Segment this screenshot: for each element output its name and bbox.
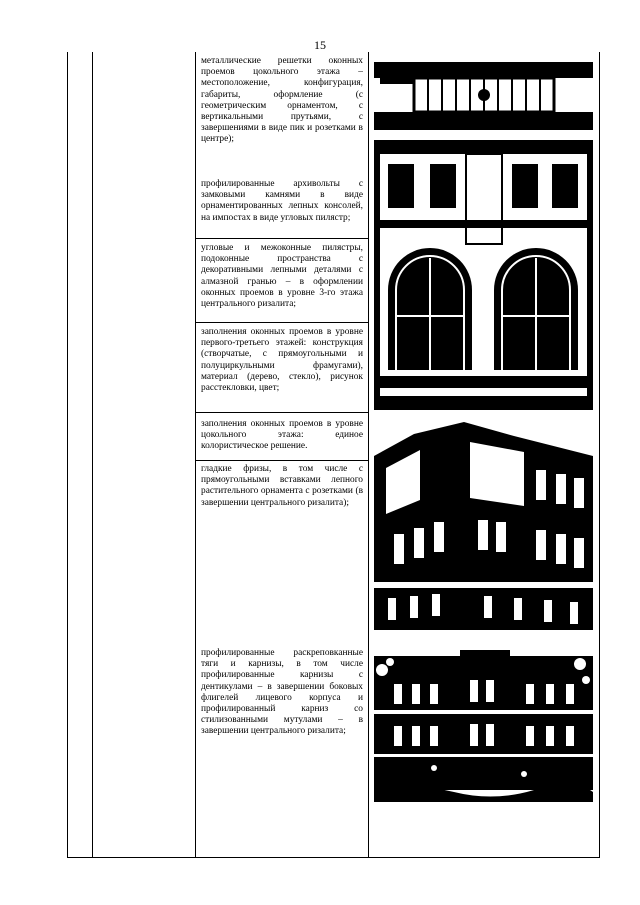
description-text: профилированные раскреповканные тяги и карнизы, в том числе профилированные карнизы с дентикулами – в завершении боковых флигелей лицевого корпуса и профилированный карниз со стилизованными мутулами – в завершении центрального ризалита; xyxy=(201,648,363,737)
row-divider xyxy=(195,412,368,413)
photo-facade xyxy=(374,650,593,802)
description-text: профилированные архивольты с замковыми камнями в виде орнаментированных лепных консолей, на импостах в виде угловых пилястр; xyxy=(201,179,363,223)
row-divider xyxy=(195,460,368,461)
heritage-table xyxy=(67,52,600,858)
column-divider-2 xyxy=(195,52,196,857)
page-number: 15 xyxy=(314,38,326,52)
photo-arched-windows xyxy=(374,140,593,410)
row-divider xyxy=(195,322,368,323)
description-text: заполнения оконных проемов в уровне первого-третьего этажей: конструкция (створчатые, с прямоугольными и полуциркульными фрамугами), материал (дерево, стекло), рисунок расстекловки, цвет; xyxy=(201,327,363,394)
column-divider-3 xyxy=(368,52,369,857)
description-text: металлические решетки оконных проемов цокольного этажа – местоположение, конфигурация, габариты, оформление (с геометрическим орнаментом, с вертикальными прутьями, с завершениями в виде пик и розетками в центре); xyxy=(201,56,363,145)
photo-window-grille xyxy=(374,62,593,130)
column-divider-1 xyxy=(92,52,93,857)
description-text: угловые и межоконные пилястры, подоконные пространства с декоративными лепными деталями с алмазной гранью – в оформлении оконных проемов в уровне 3-го этажа центрального ризалита; xyxy=(201,243,363,310)
photo-corner-building xyxy=(374,416,593,640)
description-text: гладкие фризы, в том числе с прямоугольными вставками лепного растительного орнамента с розетками (в завершении центрального ризалита); xyxy=(201,464,363,508)
row-divider xyxy=(195,238,368,239)
description-text: заполнения оконных проемов в уровне цокольного этажа: единое колористическое решение. xyxy=(201,419,363,452)
